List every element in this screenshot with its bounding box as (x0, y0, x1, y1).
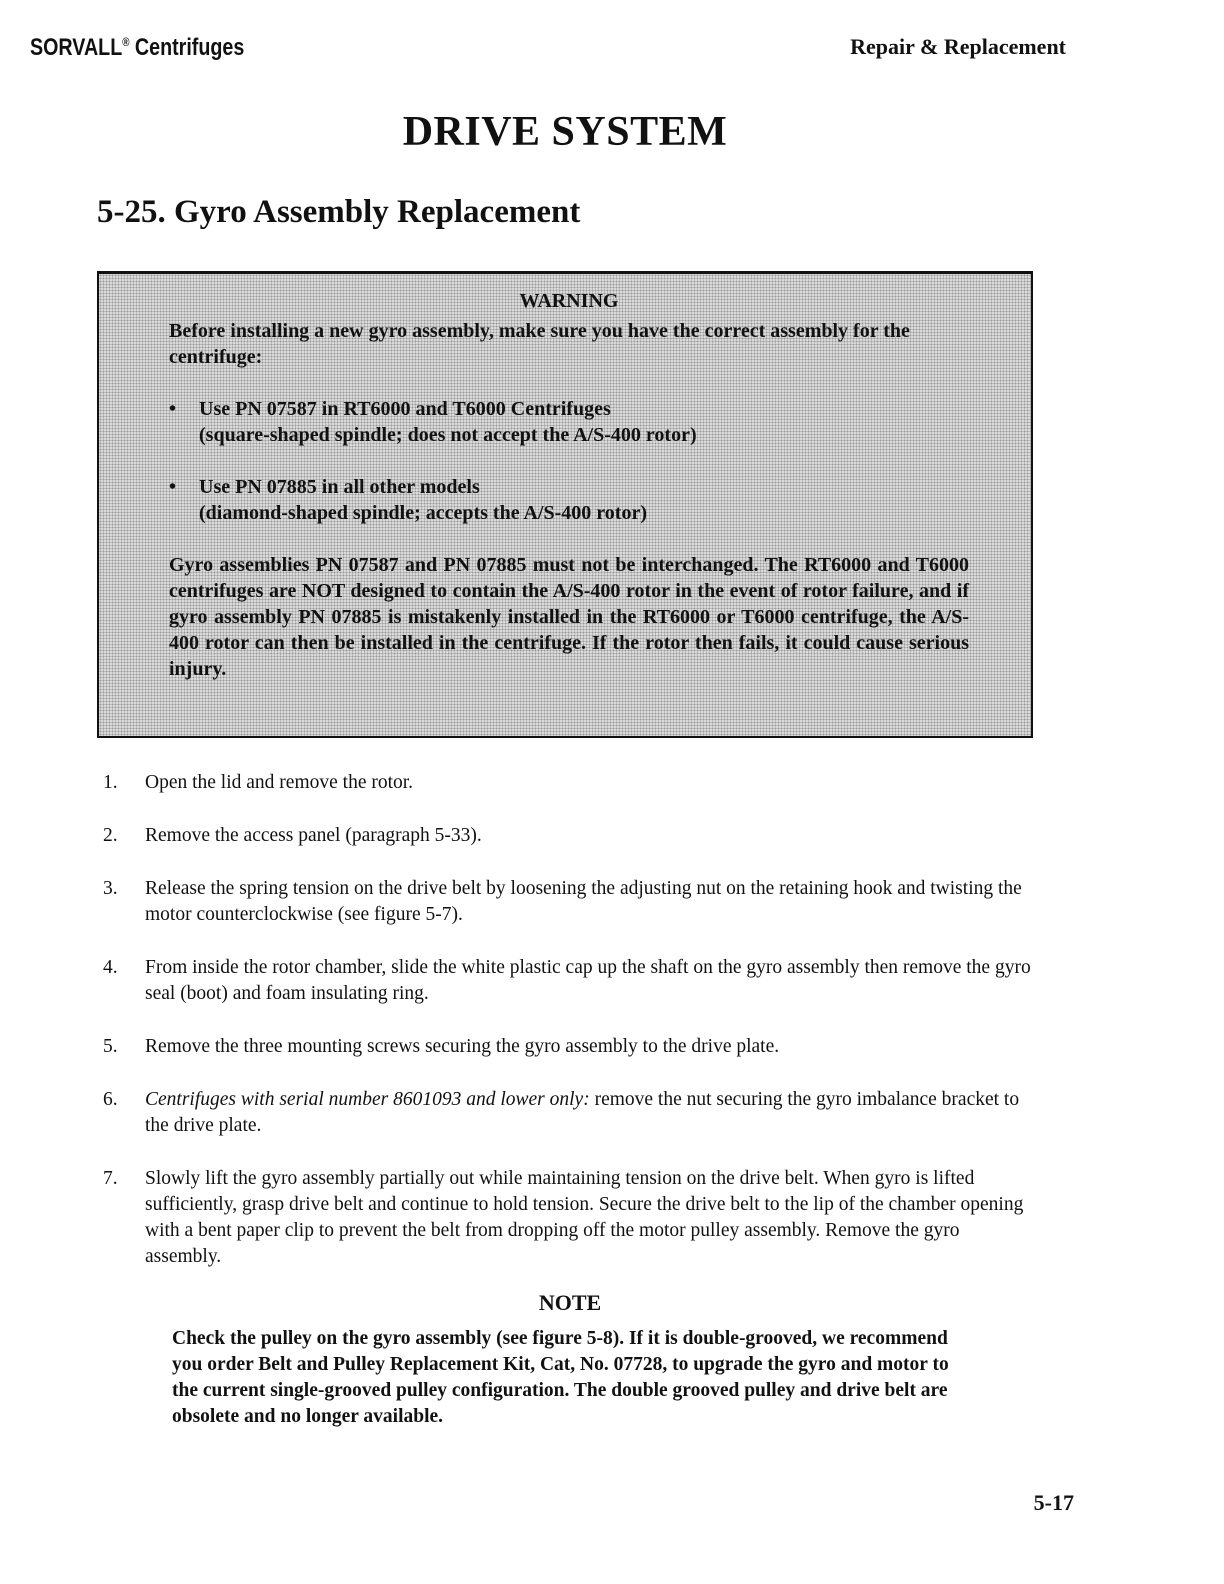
bullet-line: (square-shaped spindle; does not accept the A/S-400 rotor) (199, 424, 697, 446)
step-number: 6. (103, 1089, 118, 1110)
step-qualifier: Centrifuges with serial number 8601093 and lower only: (145, 1089, 590, 1110)
bullet-line: Use PN 07587 in RT6000 and T6000 Centrifuges (199, 398, 611, 420)
header-chapter: Repair & Replacement (850, 34, 1066, 59)
step-item (103, 955, 1038, 1007)
step-item (103, 823, 1038, 849)
bullet-line: Use PN 07885 in all other models (199, 476, 480, 498)
page-number: 5-17 (1033, 1490, 1074, 1515)
registered-mark: ® (122, 35, 130, 49)
bullet-icon: • (169, 476, 177, 498)
note-heading: NOTE (538, 1290, 602, 1315)
brand-suffix: Centrifuges (129, 34, 245, 61)
warning-bullet (169, 474, 969, 526)
step-number: 1. (103, 772, 118, 793)
step-item (103, 1087, 1038, 1139)
warning-bullet (169, 396, 969, 448)
warning-list (169, 396, 969, 526)
warning-heading: WARNING (519, 290, 619, 312)
step-item (103, 770, 1038, 796)
step-text: Remove the three mounting screws securing the gyro assembly to the drive plate. (145, 1036, 780, 1057)
step-item (103, 1034, 1038, 1060)
note-text: Check the pulley on the gyro assembly (see figure 5-8). If it is double-grooved, we recommend you order Belt and Pulley Replacement Kit, Cat, No. 07728, to upgrade the gyro and motor to the current single-grooved pulley configuration. The double grooved pulley and drive belt are obsolete and no longer available. (172, 1328, 949, 1427)
brand-name: SORVALL (30, 34, 123, 61)
step-text: Open the lid and remove the rotor. (145, 772, 414, 793)
warning-box (97, 271, 1033, 738)
step-text: Release the spring tension on the drive belt by loosening the adjusting nut on the retaining hook and twisting the motor counterclockwise (see figure 5-7). (145, 878, 1022, 925)
step-number: 3. (103, 878, 118, 899)
page-title: DRIVE SYSTEM (402, 109, 728, 155)
warning-body: Gyro assemblies PN 07587 and PN 07885 must not be interchanged. The RT6000 and T6000 centrifuges are NOT designed to contain the A/S-400 rotor in the event of rotor failure, and if gyro assembly PN 07885 is mistakenly installed in the RT6000 or T6000 centrifuge, the A/S-400 rotor can then be installed in the centrifuge. If the rotor then fails, it could cause serious injury. (169, 554, 969, 680)
bullet-line: (diamond-shaped spindle; accepts the A/S-400 rotor) (199, 502, 647, 524)
step-text: From inside the rotor chamber, slide the white plastic cap up the shaft on the gyro assembly then remove the gyro seal (boot) and foam insulating ring. (145, 957, 1031, 1004)
bullet-icon: • (169, 398, 177, 420)
step-number: 5. (103, 1036, 118, 1057)
step-number: 4. (103, 957, 118, 978)
step-number: 7. (103, 1168, 118, 1189)
step-item (103, 1166, 1038, 1270)
header-brand (30, 34, 244, 62)
warning-intro: Before installing a new gyro assembly, make sure you have the correct assembly for the centrifuge: (169, 320, 910, 368)
step-number: 2. (103, 825, 118, 846)
procedure-steps (103, 770, 1038, 1297)
step-item (103, 876, 1038, 928)
step-text: Remove the access panel (paragraph 5-33). (145, 825, 482, 846)
section-heading: 5-25. Gyro Assembly Replacement (97, 194, 581, 230)
step-text: Slowly lift the gyro assembly partially out while maintaining tension on the drive belt. When gyro is lifted sufficiently, grasp drive belt and continue to hold tension. Secure the drive belt to the lip of the chamber opening with a bent paper clip to prevent the belt from dropping off the motor pulley assembly. Remove the gyro assembly. (145, 1168, 1024, 1267)
step-text: remove the nut securing the gyro imbalance bracket to the drive plate. (145, 1089, 1020, 1136)
